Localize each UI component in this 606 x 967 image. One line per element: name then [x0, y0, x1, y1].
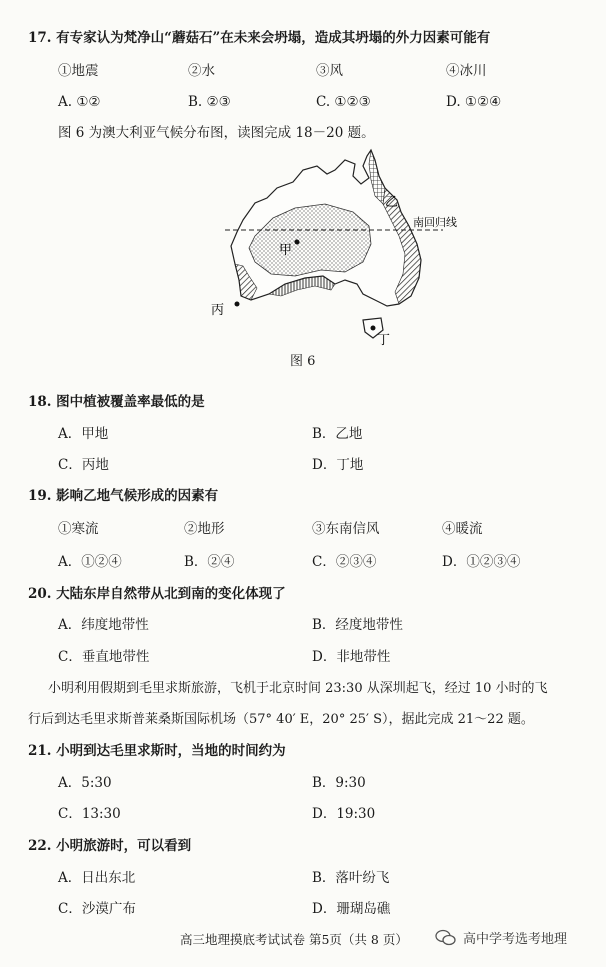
point-jia	[295, 240, 300, 245]
q21-option-b: B．9:30	[312, 775, 366, 791]
label-ding: 丁	[377, 333, 391, 348]
q22-option-c: C．沙漠广布	[58, 901, 136, 917]
q17-option-b: B. ②③	[188, 94, 231, 110]
q17-stem: 17. 有专家认为梵净山“蘑菇石”在未来会坍塌，造成其坍塌的外力因素可能有	[28, 30, 491, 46]
watermark-text: 高中学考选考地理	[463, 932, 568, 947]
page-footer: 高三地理摸底考试试卷 第5页（共 8 页）	[180, 932, 408, 947]
q20-stem: 20. 大陆东岸自然带从北到南的变化体现了	[28, 586, 286, 602]
q19-option-a: A．①②④	[58, 554, 122, 570]
q17-item-4: ④冰川	[446, 63, 487, 79]
map-caption: 图 6	[290, 354, 316, 369]
q19-option-c: C．②③④	[312, 554, 377, 570]
travel-intro-line-2: 行后到达毛里求斯普莱桑斯国际机场（57° 40′ E，20° 25′ S），据此完成 21～22 题。	[28, 712, 534, 727]
q18-stem: 18. 图中植被覆盖率最低的是	[28, 394, 205, 410]
q21-option-c: C．13:30	[58, 806, 121, 822]
q19-option-d: D．①②③④	[442, 554, 521, 570]
q17-item-1: ①地震	[58, 63, 99, 79]
q17-option-d: D. ①②④	[446, 94, 502, 110]
q19-item-2: ②地形	[184, 521, 225, 537]
q22-stem: 22. 小明旅游时，可以看到	[28, 838, 192, 854]
q20-option-d: D．非地带性	[312, 649, 391, 665]
q19-option-b: B．②④	[184, 554, 235, 570]
q21-option-d: D．19:30	[312, 806, 376, 822]
q17-item-2: ②水	[188, 63, 215, 79]
q20-option-b: B．经度地带性	[312, 617, 403, 633]
q17-item-3: ③风	[316, 63, 343, 79]
q19-item-3: ③东南信风	[312, 521, 380, 537]
label-bing: 丙	[211, 303, 225, 318]
point-ding	[371, 326, 376, 331]
q22-option-d: D．珊瑚岛礁	[312, 901, 391, 917]
q20-option-c: C．垂直地带性	[58, 649, 150, 665]
wechat-icon	[435, 929, 457, 947]
q18-option-b: B．乙地	[312, 426, 363, 442]
label-tropic: 南回归线	[413, 216, 457, 229]
q22-option-b: B．落叶纷飞	[312, 870, 390, 886]
q18-option-c: C．丙地	[58, 457, 109, 473]
label-jia: 甲	[279, 243, 293, 258]
q22-option-a: A．日出东北	[58, 870, 136, 886]
q17-option-c: C. ①②③	[316, 94, 371, 110]
q19-item-4: ④暖流	[442, 521, 483, 537]
q18-option-d: D．丁地	[312, 457, 364, 473]
q18-option-a: A．甲地	[58, 426, 109, 442]
map-intro: 图 6 为澳大利亚气候分布图，读图完成 18－20 题。	[58, 125, 375, 141]
q20-option-a: A．纬度地带性	[58, 617, 149, 633]
watermark	[435, 928, 567, 947]
q21-option-a: A．5:30	[58, 775, 112, 791]
point-bing	[235, 302, 240, 307]
q19-stem: 19. 影响乙地气候形成的因素有	[28, 488, 219, 504]
travel-intro-line-1: 小明利用假期到毛里求斯旅游，飞机于北京时间 23:30 从深圳起飞，经过 10 小时的飞	[48, 681, 548, 696]
label-yi: 乙	[385, 195, 399, 210]
q21-stem: 21. 小明到达毛里求斯时，当地的时间约为	[28, 743, 286, 759]
australia-climate-map	[185, 148, 470, 348]
q19-item-1: ①寒流	[58, 521, 99, 537]
q17-option-a: A. ①②	[58, 94, 101, 110]
